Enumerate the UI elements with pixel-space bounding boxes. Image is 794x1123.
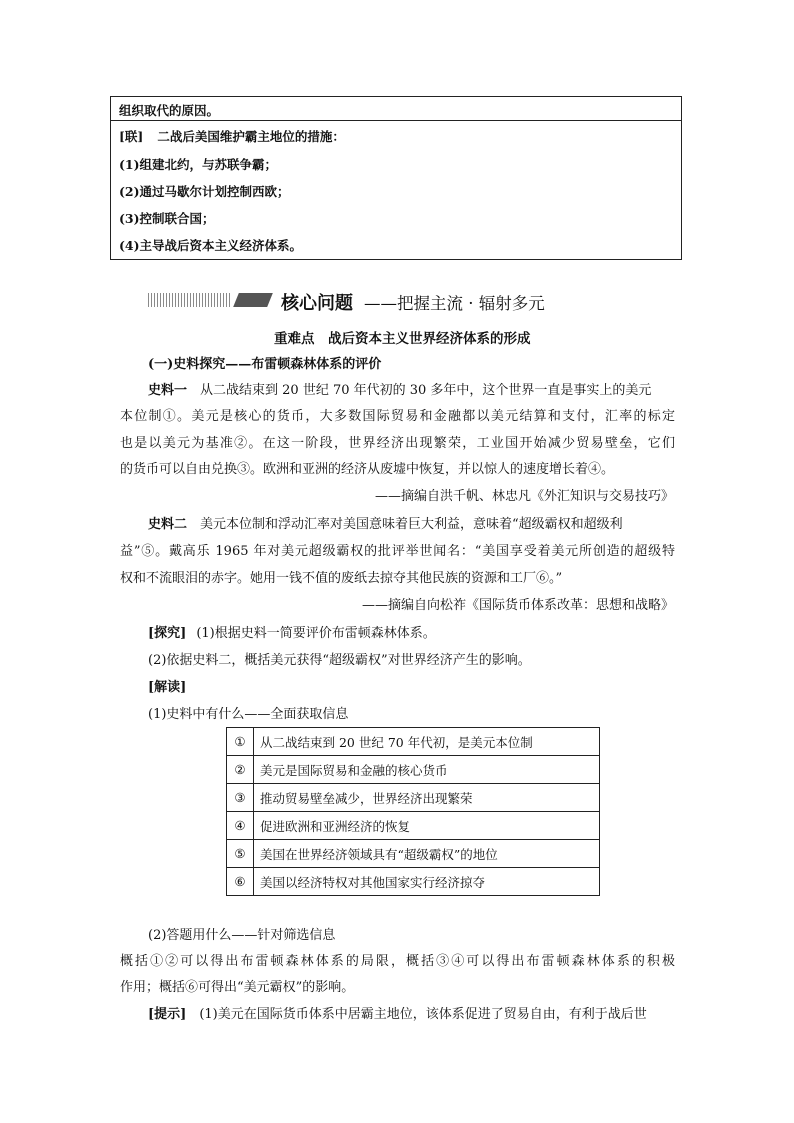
interpret-part1: (1)史料中有什么——全面获取信息 (148, 707, 349, 722)
banner-slash-decoration (233, 293, 273, 307)
row-number: ② (227, 756, 254, 784)
box-item-3: (3)控制联合国； (119, 211, 215, 226)
row-text: 促进欧洲和亚洲经济的恢复 (254, 812, 600, 840)
row-number: ⑤ (227, 840, 254, 868)
source2-text-1: 美元本位制和浮动汇率对美国意味着巨大利益，意味着“超级霸权和超级利 (187, 517, 623, 532)
table-row (227, 840, 600, 868)
box-item-4: (4)主导战后资本主义经济体系。 (119, 238, 303, 253)
explore-tag: [探究] (148, 626, 187, 641)
hint-text: (1)美元在国际货币体系中居霸主地位，该体系促进了贸易自由，有利于战后世 (186, 1007, 647, 1022)
source2-label: 史料二 (148, 517, 188, 532)
box-divider (111, 120, 681, 121)
source1-text-1: 从二战结束到 20 世纪 70 年代初的 30 多年中，这个世界一直是事实上的美元 (187, 383, 652, 398)
interpret-part2: (2)答题用什么——针对筛选信息 (148, 928, 336, 943)
row-number: ④ (227, 812, 254, 840)
summary-line-1: 概括①②可以得出布雷顿森林体系的局限，概括③④可以得出布雷顿森林体系的积极 (120, 954, 675, 969)
box-item-2: (2)通过马歇尔计划控制西欧； (119, 184, 290, 199)
table-row (227, 868, 600, 896)
source1-label: 史料一 (148, 383, 188, 398)
row-text: 美国在世界经济领域具有“超级霸权”的地位 (254, 840, 600, 868)
row-text: 推动贸易壁垒减少，世界经济出现繁荣 (254, 784, 600, 812)
section-heading: 重难点 战后资本主义世界经济体系的形成 (274, 331, 531, 347)
explore-line-1 (148, 622, 436, 641)
explore-q1: (1)根据史料一简要评价布雷顿森林体系。 (196, 626, 436, 641)
explore-q2: (2)依据史料二，概括美元获得“超级霸权”对世界经济产生的影响。 (148, 653, 531, 668)
source1-line-3: 也是以美元为基准②。在这一阶段，世界经济出现繁荣，工业国开始减少贸易壁垒，它们 (120, 436, 675, 451)
table-row (227, 728, 600, 756)
section-banner (148, 289, 588, 313)
row-text: 美元是国际贸易和金融的核心货币 (254, 756, 600, 784)
source1-line-4: 的货币可以自由兑换③。欧洲和亚洲的经济从废墟中恢复，并以惊人的速度增长着④。 (120, 462, 615, 477)
box-line-1: 组织取代的原因。 (119, 103, 220, 118)
box-line-2 (119, 127, 345, 145)
hint-tag: [提示] (148, 1007, 187, 1022)
hint-line (148, 1003, 647, 1022)
section-subheading: (一)史料探究——布雷顿森林体系的评价 (148, 357, 382, 372)
interpret-tag: [解读] (148, 680, 187, 695)
source1-line-2: 本位制①。美元是核心的货币，大多数国际贸易和金融都以美元结算和支付，汇率的标定 (120, 409, 675, 424)
source2-line-3: 权和不流眼泪的赤字。她用一钱不值的废纸去掠夺其他民族的资源和工厂⑥。” (120, 571, 563, 586)
summary-box (110, 96, 682, 260)
info-table (226, 727, 600, 896)
table-row (227, 756, 600, 784)
row-number: ⑥ (227, 868, 254, 896)
summary-line-2: 作用；概括⑥可得出“美元霸权”的影响。 (120, 980, 355, 995)
banner-hatch-decoration (148, 293, 232, 307)
source2-line-1 (148, 513, 623, 532)
banner-subtitle: ——把握主流 · 辐射多元 (364, 294, 545, 313)
table-row (227, 812, 600, 840)
box-item-1: (1)组建北约，与苏联争霸； (119, 157, 278, 172)
source2-citation: ——摘编自向松祚《国际货币体系改革：思想和战略》 (361, 598, 674, 613)
row-text: 从二战结束到 20 世纪 70 年代初，是美元本位制 (254, 728, 600, 756)
link-text: 二战后美国维护霸主地位的措施： (157, 129, 345, 144)
source1-line-1 (148, 379, 651, 398)
link-tag: [联] (119, 129, 144, 144)
row-text: 美国以经济特权对其他国家实行经济掠夺 (254, 868, 600, 896)
banner-title: 核心问题 (281, 293, 353, 314)
table-row (227, 784, 600, 812)
source2-line-2: 益”⑤。戴高乐 1965 年对美元超级霸权的批评举世闻名：“美国享受着美元所创造的超级特 (120, 544, 675, 559)
row-number: ① (227, 728, 254, 756)
source1-citation: ——摘编自洪千帆、林忠凡《外汇知识与交易技巧》 (374, 489, 674, 504)
row-number: ③ (227, 784, 254, 812)
